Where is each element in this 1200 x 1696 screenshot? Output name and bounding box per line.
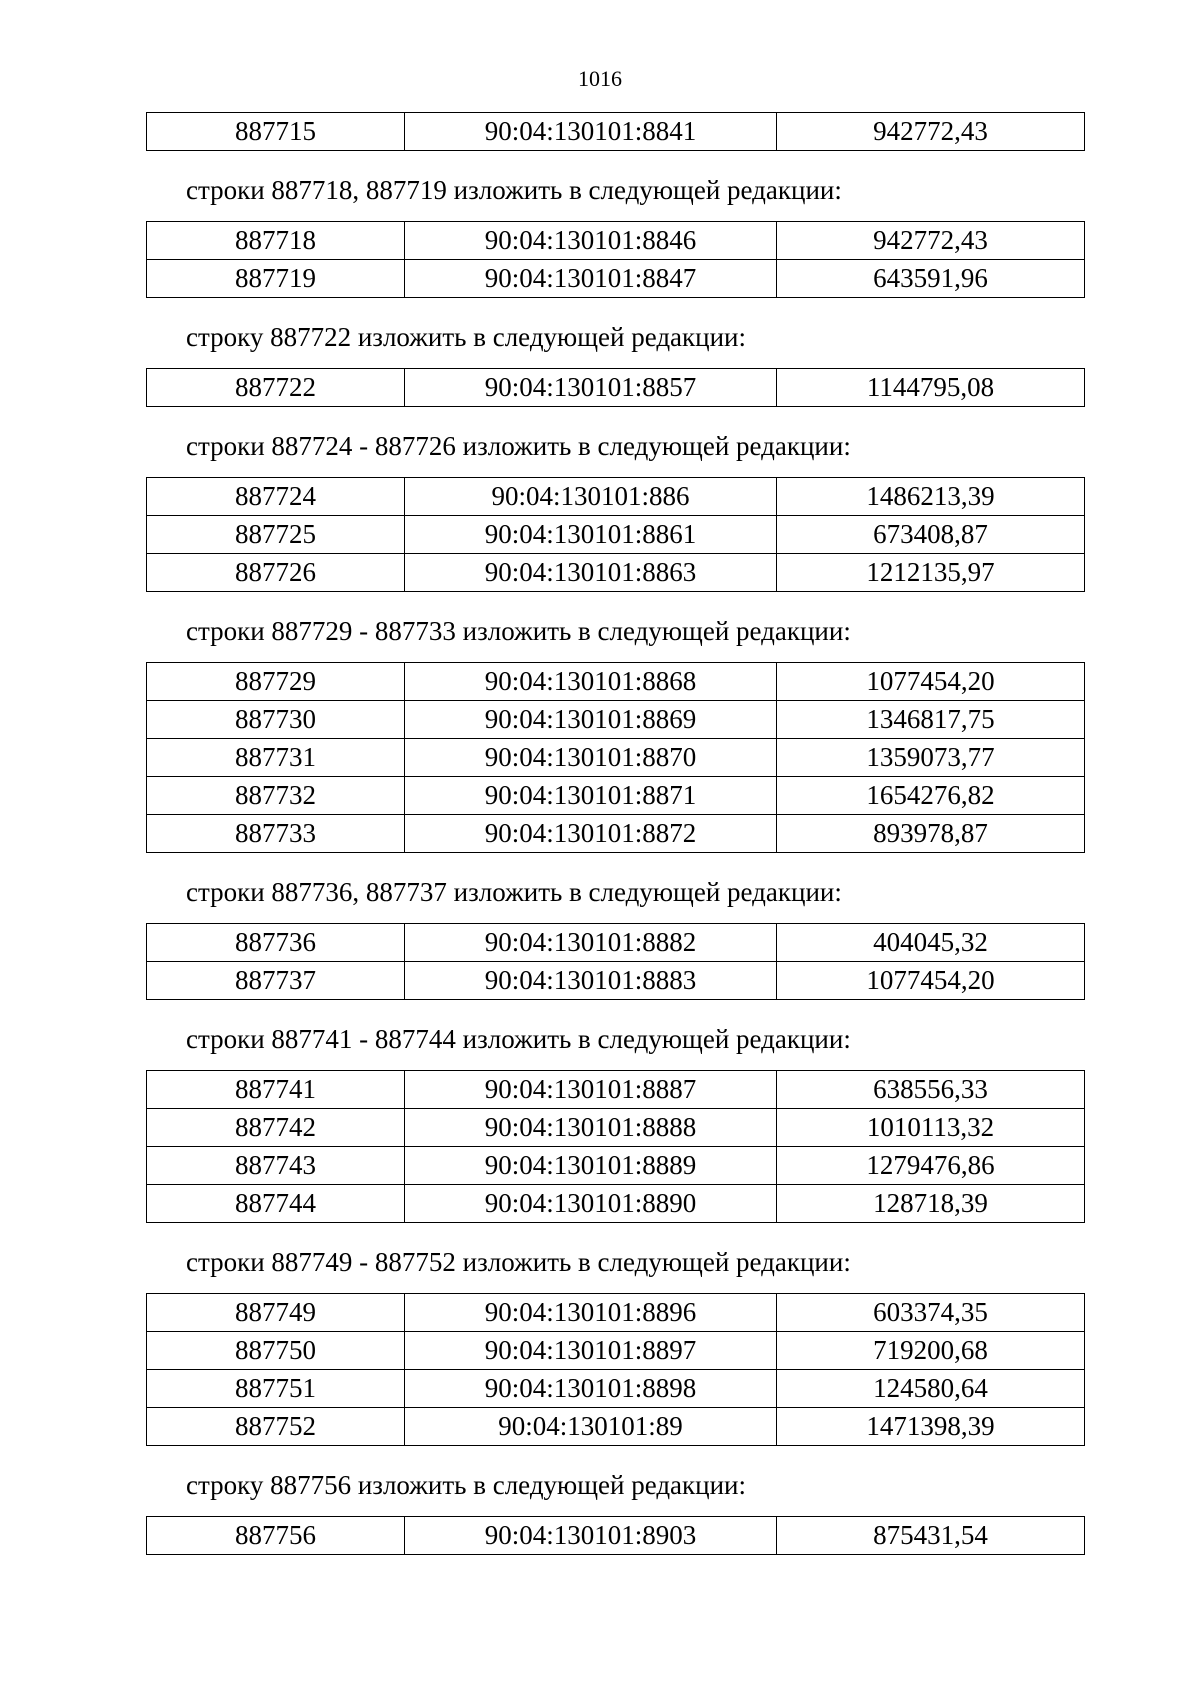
cadastral-number-cell: 90:04:130101:8897: [405, 1332, 777, 1370]
row-number-cell: 887725: [147, 516, 405, 554]
section-instruction: строки 887724 - 887726 изложить в следующей редакции:: [186, 431, 851, 461]
row-number-cell: 887731: [147, 739, 405, 777]
table-row: [147, 924, 1085, 962]
cadastral-number-cell: 90:04:130101:8857: [405, 369, 777, 407]
table-row: [147, 1517, 1085, 1555]
row-number-cell: 887737: [147, 962, 405, 1000]
table-row: [147, 1109, 1085, 1147]
value-cell: 1486213,39: [777, 478, 1085, 516]
row-number-cell: 887752: [147, 1408, 405, 1446]
table-row: [147, 739, 1085, 777]
table-row: [147, 369, 1085, 407]
value-cell: 643591,96: [777, 260, 1085, 298]
cadastral-number-cell: 90:04:130101:8861: [405, 516, 777, 554]
amendment-table: [146, 1070, 1085, 1223]
row-number-cell: 887724: [147, 478, 405, 516]
table-row: [147, 478, 1085, 516]
value-cell: 1359073,77: [777, 739, 1085, 777]
value-cell: 875431,54: [777, 1517, 1085, 1555]
table-row: [147, 701, 1085, 739]
value-cell: 1654276,82: [777, 777, 1085, 815]
cadastral-number-cell: 90:04:130101:8889: [405, 1147, 777, 1185]
row-number-cell: 887722: [147, 369, 405, 407]
table-row: [147, 962, 1085, 1000]
row-number-cell: 887743: [147, 1147, 405, 1185]
row-number-cell: 887733: [147, 815, 405, 853]
value-cell: 603374,35: [777, 1294, 1085, 1332]
value-cell: 1471398,39: [777, 1408, 1085, 1446]
row-number-cell: 887749: [147, 1294, 405, 1332]
document-body: [146, 112, 1084, 1555]
value-cell: 1144795,08: [777, 369, 1085, 407]
amendment-table: [146, 923, 1085, 1000]
cadastral-number-cell: 90:04:130101:89: [405, 1408, 777, 1446]
table-row: [147, 260, 1085, 298]
row-number-cell: 887751: [147, 1370, 405, 1408]
value-cell: 719200,68: [777, 1332, 1085, 1370]
value-cell: 942772,43: [777, 113, 1085, 151]
cadastral-number-cell: 90:04:130101:8898: [405, 1370, 777, 1408]
cadastral-number-cell: 90:04:130101:8869: [405, 701, 777, 739]
amendment-table: [146, 477, 1085, 592]
cadastral-number-cell: 90:04:130101:8883: [405, 962, 777, 1000]
cadastral-number-cell: 90:04:130101:8882: [405, 924, 777, 962]
page-number: 1016: [578, 66, 622, 91]
cadastral-number-cell: 90:04:130101:886: [405, 478, 777, 516]
value-cell: 1212135,97: [777, 554, 1085, 592]
section-instruction: строки 887718, 887719 изложить в следующей редакции:: [186, 175, 842, 205]
row-number-cell: 887729: [147, 663, 405, 701]
row-number-cell: 887750: [147, 1332, 405, 1370]
row-number-cell: 887741: [147, 1071, 405, 1109]
section-instruction: строки 887729 - 887733 изложить в следующей редакции:: [186, 616, 851, 646]
value-cell: 1346817,75: [777, 701, 1085, 739]
table-row: [147, 1185, 1085, 1223]
row-number-cell: 887744: [147, 1185, 405, 1223]
table-row: [147, 777, 1085, 815]
row-number-cell: 887756: [147, 1517, 405, 1555]
value-cell: 942772,43: [777, 222, 1085, 260]
row-number-cell: 887719: [147, 260, 405, 298]
value-cell: 673408,87: [777, 516, 1085, 554]
value-cell: 1279476,86: [777, 1147, 1085, 1185]
table-row: [147, 113, 1085, 151]
table-row: [147, 554, 1085, 592]
value-cell: 124580,64: [777, 1370, 1085, 1408]
section-instruction: строки 887736, 887737 изложить в следующей редакции:: [186, 877, 842, 907]
table-row: [147, 1294, 1085, 1332]
value-cell: 893978,87: [777, 815, 1085, 853]
section-instruction: строки 887741 - 887744 изложить в следующей редакции:: [186, 1024, 851, 1054]
section-instruction: строки 887749 - 887752 изложить в следующей редакции:: [186, 1247, 851, 1277]
value-cell: 404045,32: [777, 924, 1085, 962]
row-number-cell: 887742: [147, 1109, 405, 1147]
cadastral-number-cell: 90:04:130101:8887: [405, 1071, 777, 1109]
cadastral-number-cell: 90:04:130101:8896: [405, 1294, 777, 1332]
amendment-table: [146, 1516, 1085, 1555]
cadastral-number-cell: 90:04:130101:8863: [405, 554, 777, 592]
cadastral-number-cell: 90:04:130101:8872: [405, 815, 777, 853]
table-row: [147, 1147, 1085, 1185]
table-row: [147, 663, 1085, 701]
section-instruction: строку 887722 изложить в следующей редакции:: [186, 322, 747, 352]
cadastral-number-cell: 90:04:130101:8903: [405, 1517, 777, 1555]
value-cell: 1010113,32: [777, 1109, 1085, 1147]
amendment-table: [146, 1293, 1085, 1446]
cadastral-number-cell: 90:04:130101:8847: [405, 260, 777, 298]
cadastral-number-cell: 90:04:130101:8841: [405, 113, 777, 151]
row-number-cell: 887715: [147, 113, 405, 151]
row-number-cell: 887736: [147, 924, 405, 962]
value-cell: 638556,33: [777, 1071, 1085, 1109]
value-cell: 1077454,20: [777, 962, 1085, 1000]
section-instruction: строку 887756 изложить в следующей редакции:: [186, 1470, 747, 1500]
table-row: [147, 222, 1085, 260]
cadastral-number-cell: 90:04:130101:8871: [405, 777, 777, 815]
cadastral-number-cell: 90:04:130101:8846: [405, 222, 777, 260]
cadastral-number-cell: 90:04:130101:8870: [405, 739, 777, 777]
row-number-cell: 887726: [147, 554, 405, 592]
cadastral-number-cell: 90:04:130101:8868: [405, 663, 777, 701]
row-number-cell: 887730: [147, 701, 405, 739]
table-row: [147, 1408, 1085, 1446]
amendment-table: [146, 662, 1085, 853]
table-row: [147, 1370, 1085, 1408]
value-cell: 1077454,20: [777, 663, 1085, 701]
row-number-cell: 887732: [147, 777, 405, 815]
row-number-cell: 887718: [147, 222, 405, 260]
cadastral-number-cell: 90:04:130101:8890: [405, 1185, 777, 1223]
amendment-table: [146, 221, 1085, 298]
table-row: [147, 516, 1085, 554]
amendment-table: [146, 112, 1085, 151]
table-row: [147, 1332, 1085, 1370]
table-row: [147, 1071, 1085, 1109]
cadastral-number-cell: 90:04:130101:8888: [405, 1109, 777, 1147]
amendment-table: [146, 368, 1085, 407]
table-row: [147, 815, 1085, 853]
value-cell: 128718,39: [777, 1185, 1085, 1223]
